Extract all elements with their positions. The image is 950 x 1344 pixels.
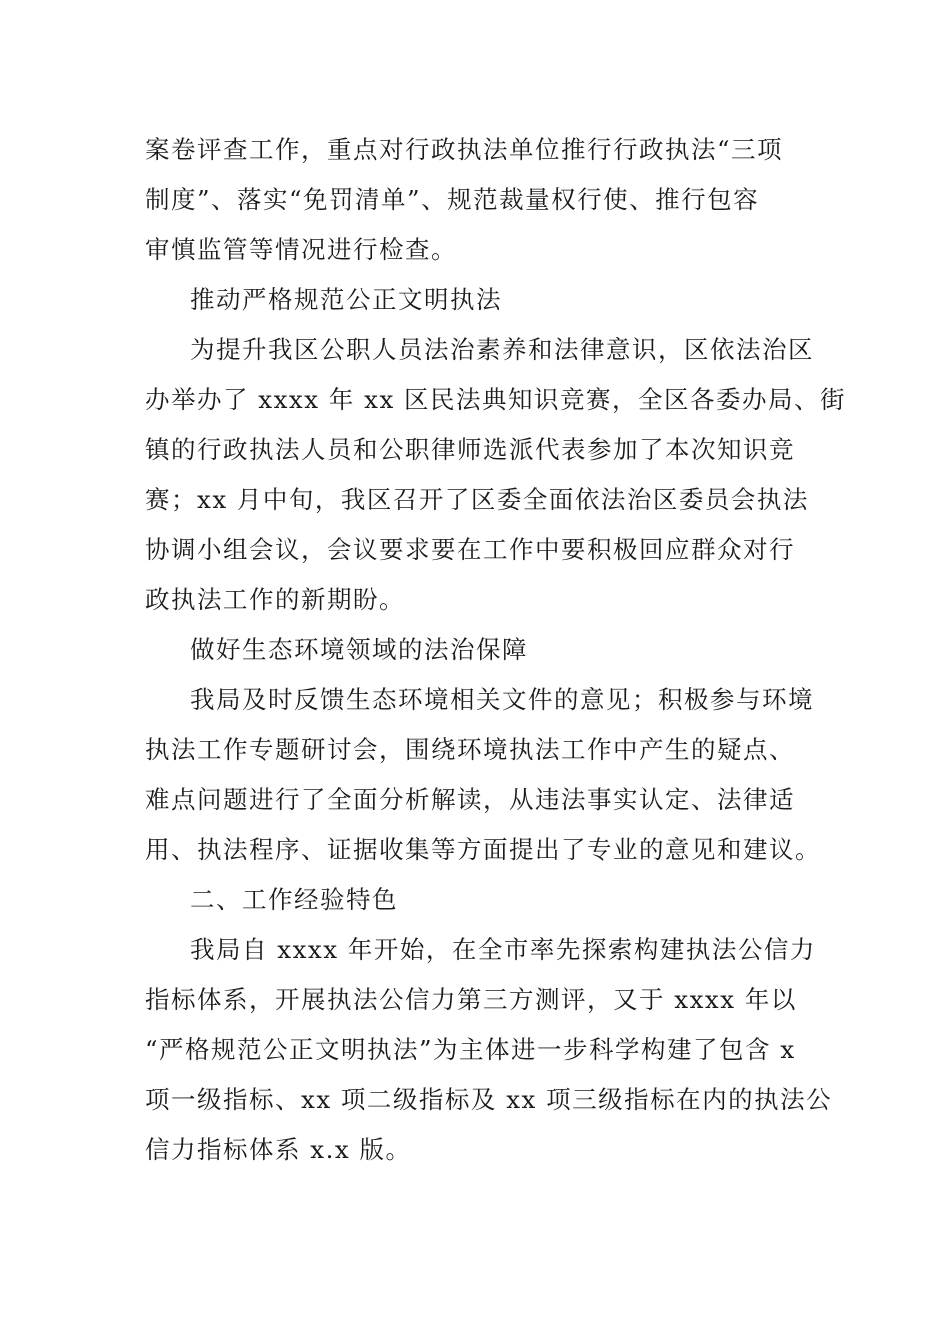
section-heading: 二、工作经验特色 — [190, 885, 398, 914]
text-line: 为提升我区公职人员法治素养和法律意识，区依法治区 — [190, 335, 814, 364]
text-line: 制度”、落实“免罚清单”、规范裁量权行使、推行包容 — [145, 185, 760, 214]
text-line: 政执法工作的新期盼。 — [145, 585, 405, 614]
text-line: “严格规范公正文明执法”为主体进一步科学构建了包含 x — [145, 1035, 796, 1064]
text-line: 赛；xx 月中旬，我区召开了区委全面依法治区委员会执法 — [145, 485, 809, 514]
text-line: 镇的行政执法人员和公职律师选派代表参加了本次知识竞 — [145, 435, 795, 464]
section-heading: 做好生态环境领域的法治保障 — [190, 635, 528, 664]
text-line: 信力指标体系 x.x 版。 — [145, 1135, 412, 1164]
text-line: 协调小组会议，会议要求要在工作中要积极回应群众对行 — [145, 535, 795, 564]
text-line: 指标体系，开展执法公信力第三方测评，又于 xxxx 年以 — [145, 985, 797, 1014]
text-line: 审慎监管等情况进行检查。 — [145, 235, 457, 264]
text-line: 案卷评查工作，重点对行政执法单位推行行政执法“三项 — [145, 135, 784, 164]
text-line: 我局自 xxxx 年开始，在全市率先探索构建执法公信力 — [190, 935, 816, 964]
text-line: 办举办了 xxxx 年 xx 区民法典知识竞赛，全区各委办局、街 — [145, 385, 847, 414]
text-line: 我局及时反馈生态环境相关文件的意见；积极参与环境 — [190, 685, 814, 714]
text-line: 用、执法程序、证据收集等方面提出了专业的意见和建议。 — [145, 835, 821, 864]
section-heading: 推动严格规范公正文明执法 — [190, 285, 502, 314]
text-line: 项一级指标、xx 项二级指标及 xx 项三级指标在内的执法公 — [145, 1085, 833, 1114]
text-line: 执法工作专题研讨会，围绕环境执法工作中产生的疑点、 — [145, 735, 795, 764]
text-line: 难点问题进行了全面分析解读，从违法事实认定、法律适 — [145, 785, 795, 814]
